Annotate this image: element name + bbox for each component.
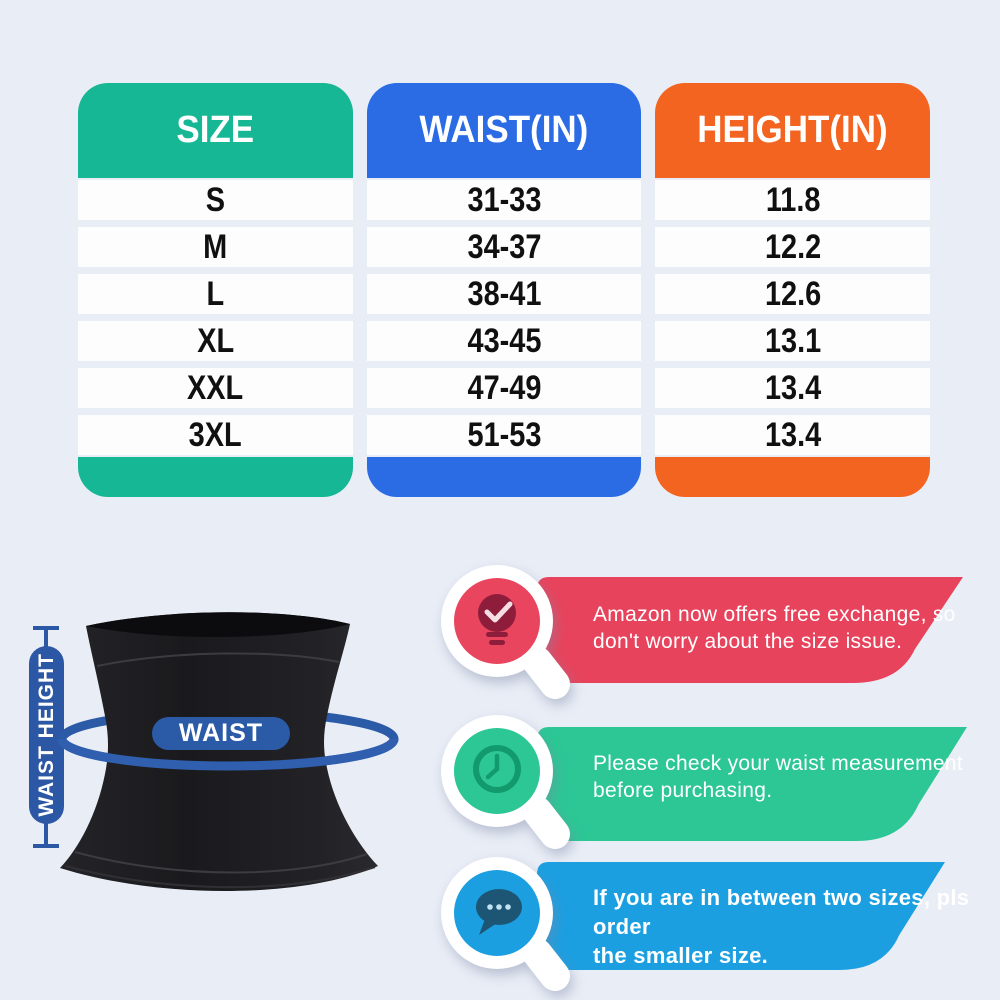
waist-label-pill — [152, 717, 290, 750]
table-cell: 31-33 — [367, 180, 642, 220]
column-footer-bar — [367, 457, 642, 497]
table-cell: 12.6 — [655, 274, 930, 314]
waist-trainer-svg — [55, 604, 435, 909]
column-footer-bar — [655, 457, 930, 497]
column-header-waist — [367, 83, 642, 178]
table-column-waist — [367, 83, 642, 497]
table-cell: S — [78, 180, 353, 220]
table-cell: 12.2 — [655, 227, 930, 267]
waist-height-label: WAIST HEIGHT — [34, 653, 58, 817]
lightbulb-check-icon — [437, 561, 573, 708]
callout-text — [593, 601, 956, 655]
column-header-size — [78, 83, 353, 178]
table-cell: XL — [78, 321, 353, 361]
waist-label: WAIST — [178, 719, 264, 747]
table-cell: L — [78, 274, 353, 314]
table-cell: 51-53 — [367, 415, 642, 455]
column-header-label: WAIST(IN) — [419, 109, 589, 151]
column-header-label: HEIGHT(IN) — [697, 109, 888, 151]
callout-text-line: the smaller size. — [593, 943, 769, 968]
table-cell: 13.1 — [655, 321, 930, 361]
table-cell: 13.4 — [655, 368, 930, 408]
table-column-size — [78, 83, 353, 497]
table-cell: M — [78, 227, 353, 267]
callout-text-line: If you are in between two sizes, pls order — [593, 885, 970, 939]
table-cell: 13.4 — [655, 415, 930, 455]
column-header-height — [655, 83, 930, 178]
column-header-label: SIZE — [176, 109, 255, 151]
column-footer-bar — [78, 457, 353, 497]
callout-text-line: Please check your waist measurement — [593, 752, 963, 775]
chat-dots-icon — [437, 853, 573, 1000]
table-cell: 3XL — [78, 415, 353, 455]
size-table — [78, 83, 930, 497]
table-cell: 11.8 — [655, 180, 930, 220]
callout-text-line: before purchasing. — [593, 779, 773, 802]
table-cell: 38-41 — [367, 274, 642, 314]
clock-icon — [437, 711, 573, 858]
table-cell: 34-37 — [367, 227, 642, 267]
callout-text-line: don't worry about the size issue. — [593, 630, 903, 653]
table-cell: 47-49 — [367, 368, 642, 408]
table-cell: 43-45 — [367, 321, 642, 361]
callout-text — [593, 883, 1000, 970]
table-column-height — [655, 83, 930, 497]
callout-text-line: Amazon now offers free exchange, so — [593, 603, 956, 626]
callout-text — [593, 750, 963, 804]
table-cell: XXL — [78, 368, 353, 408]
